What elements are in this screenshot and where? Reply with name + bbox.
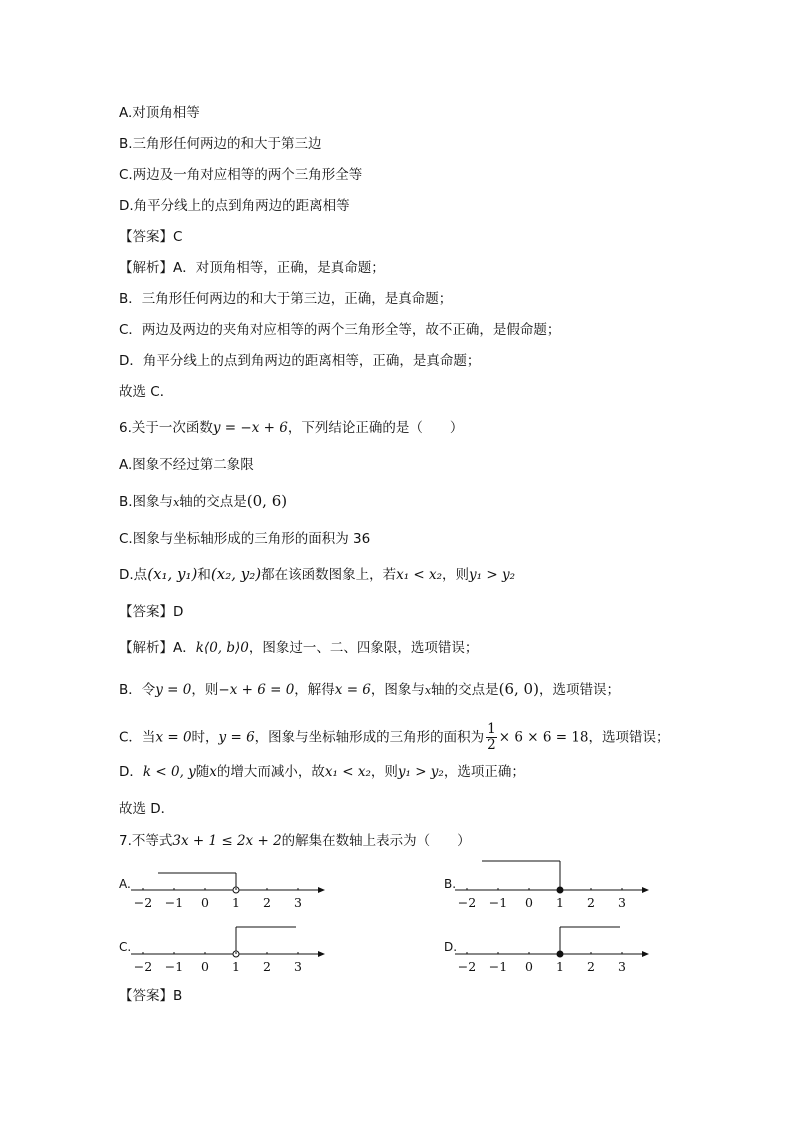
q6-analysis-c-denominator: 2 — [487, 737, 496, 753]
q5-option-c: C.两边及一角对应相等的两个三角形全等 — [119, 167, 363, 183]
q6-analysis-b-text4: 轴的交点是 — [431, 682, 499, 698]
q6-option-d-condition: x₁ < x₂ — [396, 567, 443, 583]
q6-analysis-d-pre: D． — [119, 764, 143, 780]
q6-analysis-d-text2: 的增大而减小，故 — [216, 764, 325, 780]
q6-option-d — [119, 564, 515, 585]
number-line-tick-label: 3 — [294, 959, 302, 974]
number-line-tick-label: 3 — [294, 895, 302, 910]
number-line-tick-label: 1 — [556, 895, 564, 910]
q6-option-d-and: 和 — [197, 567, 211, 583]
q6-analysis-b — [119, 679, 620, 701]
q6-analysis-b-formula3: x = 6 — [334, 682, 371, 698]
q7-label-a: A. — [119, 877, 131, 891]
q7-stem-pre: 7.不等式 — [119, 833, 173, 849]
q6-option-b-point: (0, 6) — [246, 492, 288, 510]
q6-analysis-b-text1: ，则 — [191, 682, 219, 698]
q6-option-d-mid: 都在该函数图象上，若 — [261, 567, 397, 583]
q5-option-a: A.对顶角相等 — [119, 105, 200, 121]
number-line-tick-label: 0 — [201, 895, 209, 910]
q6-stem-pre: 6.关于一次函数 — [119, 420, 213, 436]
q6-analysis-d — [119, 762, 525, 782]
q6-analysis-b-text5: ，选项错误； — [538, 682, 620, 698]
q6-option-b-pre: B.图象与 — [119, 494, 174, 510]
number-line-tick-label: 2 — [263, 895, 271, 910]
q6-stem — [119, 418, 463, 438]
q7-stem — [119, 831, 471, 851]
number-line-tick-label: 3 — [618, 959, 626, 974]
q6-option-d-pre: D.点 — [119, 567, 148, 583]
q7-number-line-d — [452, 919, 652, 979]
q7-number-line-b — [452, 855, 652, 915]
q6-analysis-c-formula3: × 6 × 6 = 18 — [498, 729, 589, 746]
q7-number-line-c — [128, 919, 328, 979]
number-line-tick-label: −1 — [164, 959, 184, 974]
q6-analysis-c — [119, 722, 670, 753]
q6-analysis-d-text1: 随 — [195, 764, 210, 780]
q6-analysis-d-text3: ，则 — [370, 764, 398, 780]
q6-analysis-c-text2: ，图象与坐标轴形成的三角形的面积为 — [254, 729, 485, 746]
q6-conclusion: 故选 D． — [119, 801, 175, 817]
q6-answer: 【答案】D — [119, 604, 184, 620]
q6-analysis-c-formula2: y = 6 — [218, 729, 255, 746]
q6-stem-post: ，下列结论正确的是（ ） — [287, 420, 464, 436]
q6-option-d-result: y₁ > y₂ — [469, 567, 516, 583]
q5-option-b: B.三角形任何两边的和大于第三边 — [119, 136, 322, 152]
q7-stem-post: 的解集在数轴上表示为（ ） — [281, 833, 471, 849]
number-line-tick-label: −2 — [133, 895, 153, 910]
q6-analysis-a-post: ，图象过一、二、四象限，选项错误； — [248, 640, 479, 656]
q6-analysis-b-var: x — [424, 684, 432, 697]
q6-option-a: A.图象不经过第二象限 — [119, 457, 254, 473]
number-line-tick-label: −1 — [488, 959, 508, 974]
q7-answer: 【答案】B — [119, 988, 183, 1004]
q6-analysis-c-fraction — [486, 722, 497, 753]
q6-analysis-b-text3: ，图象与 — [370, 682, 425, 698]
number-line-tick-label: −2 — [133, 959, 153, 974]
q6-analysis-b-point: (6, 0) — [498, 680, 539, 698]
q5-option-d: D.角平分线上的点到角两边的距离相等 — [119, 198, 350, 214]
q6-option-c: C.图象与坐标轴形成的三角形的面积为 36 — [119, 531, 371, 547]
q6-analysis-a — [119, 638, 478, 658]
q6-option-b-var: x — [173, 496, 180, 509]
q5-analysis-c: C．两边及两边的夹角对应相等的两个三角形全等，故不正确，是假命题； — [119, 322, 561, 338]
number-line-tick-label: 2 — [587, 959, 595, 974]
q6-analysis-d-formula3: y₁ > y₂ — [397, 764, 444, 780]
q6-analysis-a-formula: k⟨0, b⟩0 — [195, 640, 249, 656]
q6-stem-formula: y = −x + 6 — [212, 420, 288, 436]
number-line-tick-label: 0 — [525, 959, 533, 974]
q6-option-b-mid: 轴的交点是 — [179, 494, 247, 510]
q7-number-line-a — [128, 855, 328, 915]
number-line-tick-label: 1 — [232, 895, 240, 910]
number-line-tick-label: 1 — [556, 959, 564, 974]
number-line-tick-label: 2 — [587, 895, 595, 910]
q6-analysis-c-numerator: 1 — [487, 721, 496, 737]
q6-analysis-c-formula1: x = 0 — [155, 729, 192, 746]
q6-option-b — [119, 491, 287, 513]
q6-analysis-c-pre: C．当 — [119, 729, 156, 746]
q6-option-d-then: ，则 — [442, 567, 470, 583]
q5-answer: 【答案】C — [119, 229, 183, 245]
q6-analysis-d-text4: ，选项正确； — [443, 764, 525, 780]
number-line-tick-label: 2 — [263, 959, 271, 974]
q6-analysis-c-text1: 时， — [191, 729, 219, 746]
q7-label-c: C. — [119, 940, 132, 954]
q6-option-d-point1: (x₁, y₁) — [147, 565, 198, 583]
q5-conclusion: 故选 C． — [119, 384, 174, 400]
q6-option-d-point2: (x₂, y₂) — [210, 565, 262, 583]
q5-analysis-d: D．角平分线上的点到角两边的距离相等，正确，是真命题； — [119, 353, 481, 369]
q7-stem-formula: 3x + 1 ≤ 2x + 2 — [172, 833, 282, 849]
q6-analysis-b-formula1: y = 0 — [155, 682, 192, 698]
q7-label-d: D. — [444, 940, 458, 954]
number-line-tick-label: 0 — [201, 959, 209, 974]
q6-analysis-a-pre: 【解析】A． — [119, 640, 196, 656]
q6-analysis-d-formula2: x₁ < x₂ — [324, 764, 371, 780]
q6-analysis-b-text2: ，解得 — [294, 682, 335, 698]
q6-analysis-d-var: x — [209, 764, 217, 780]
q6-analysis-c-text3: ，选项错误； — [588, 729, 670, 746]
q5-analysis-a: 【解析】A．对顶角相等，正确，是真命题； — [119, 260, 385, 276]
number-line-tick-label: −2 — [457, 895, 477, 910]
number-line-tick-label: −1 — [164, 895, 184, 910]
q7-label-b: B. — [444, 877, 457, 891]
number-line-tick-label: −1 — [488, 895, 508, 910]
q6-analysis-d-formula1: k < 0, y — [142, 764, 196, 780]
number-line-tick-label: 0 — [525, 895, 533, 910]
q6-analysis-b-formula2: −x + 6 = 0 — [218, 682, 295, 698]
q6-analysis-b-pre: B．令 — [119, 682, 156, 698]
number-line-tick-label: 3 — [618, 895, 626, 910]
q5-analysis-b: B．三角形任何两边的和大于第三边，正确，是真命题； — [119, 291, 453, 307]
number-line-tick-label: 1 — [232, 959, 240, 974]
number-line-tick-label: −2 — [457, 959, 477, 974]
